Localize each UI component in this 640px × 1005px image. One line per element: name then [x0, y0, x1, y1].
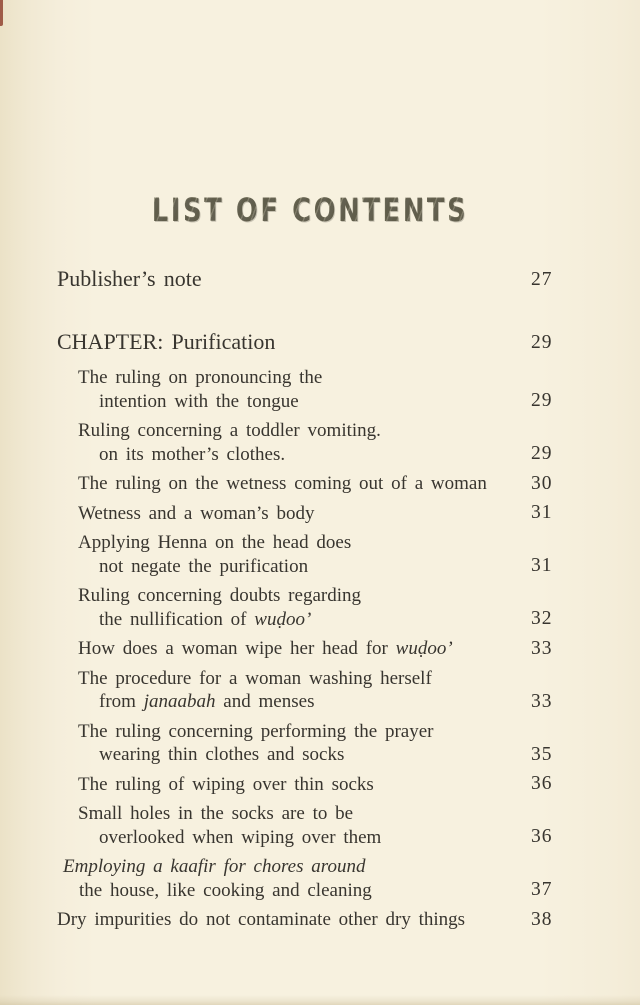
toc-entry — [0, 419, 640, 466]
toc-entry — [0, 637, 640, 661]
toc-text-segment: wuḍoo’ — [395, 638, 453, 659]
page-number: 37 — [531, 879, 553, 900]
toc-text-segment: janaabah — [143, 691, 216, 712]
toc-text-segment: and menses — [215, 691, 315, 712]
toc-line — [0, 667, 640, 691]
page-number: 35 — [531, 743, 553, 765]
page-title: LIST OF CONTENTS — [151, 192, 469, 230]
chapter-label: CHAPTER: Purification — [57, 329, 276, 354]
toc-text-segment: Ruling concerning doubts regarding — [78, 585, 361, 606]
toc-line — [0, 855, 640, 879]
toc-text-segment: How does a woman wipe her head for — [78, 638, 396, 659]
toc-text-segment: the house, like cooking and cleaning — [79, 879, 372, 901]
page-number: 27 — [531, 269, 553, 290]
page-title-wrap — [0, 192, 620, 230]
toc-text-segment: Dry impurities do not contaminate other dry things — [57, 909, 466, 930]
toc-text-segment: the nullification of — [99, 608, 255, 630]
toc-line — [0, 584, 640, 608]
toc-text-segment: on its mother’s clothes. — [99, 443, 286, 465]
toc-entry — [0, 667, 640, 714]
toc-text-segment: Applying Henna on the head does — [78, 532, 352, 553]
page-number: 33 — [531, 637, 553, 659]
toc-text-segment: Employing a kaafir for chores around — [63, 856, 366, 877]
toc-entry — [0, 908, 640, 932]
toc-entry — [0, 584, 640, 631]
toc-text-segment: Small holes in the socks are to be — [78, 803, 354, 824]
toc-entry — [0, 472, 640, 496]
toc-text-segment: The procedure for a woman washing herself — [78, 667, 432, 689]
toc-entry — [0, 802, 640, 849]
scan-edge-mark — [0, 0, 3, 26]
toc-text-segment: The ruling on pronouncing the — [78, 367, 323, 388]
page-number: 36 — [531, 773, 553, 794]
page-number: 32 — [531, 608, 553, 629]
toc-entry — [0, 855, 640, 902]
page-number: 31 — [531, 502, 553, 523]
toc-line — [0, 802, 640, 826]
toc-text-segment: wearing thin clothes and socks — [99, 744, 345, 765]
chapter-row — [0, 329, 640, 355]
toc-text-segment: not negate the purification — [99, 555, 309, 577]
toc-line — [0, 366, 640, 390]
toc-text-segment: from — [99, 691, 144, 712]
toc-line — [0, 720, 640, 744]
toc-entry — [0, 502, 640, 526]
page-number: 29 — [531, 332, 553, 353]
page-number: 38 — [531, 908, 553, 930]
toc-text-segment: overlooked when wiping over them — [99, 826, 382, 848]
toc-text-segment: intention with the tongue — [99, 390, 299, 412]
toc-text-segment: wuḍoo’ — [254, 608, 312, 630]
page-number: 36 — [531, 826, 553, 847]
toc-text-segment: The ruling of wiping over thin socks — [78, 773, 374, 795]
page-number: 29 — [531, 390, 553, 411]
toc-text-segment: The ruling concerning performing the prayer — [78, 720, 434, 742]
page-number: 30 — [531, 472, 553, 494]
publisher-note-label: Publisher’s note — [57, 266, 202, 291]
page-number: 33 — [531, 690, 553, 712]
toc-entry — [0, 531, 640, 578]
toc-text-segment: Ruling concerning a toddler vomiting. — [78, 420, 381, 441]
toc-text-segment: Wetness and a woman’s body — [78, 502, 315, 524]
toc-list — [0, 366, 640, 938]
toc-line — [0, 531, 640, 555]
toc-entry — [0, 773, 640, 797]
toc-line — [0, 419, 640, 443]
toc-entry — [0, 720, 640, 767]
toc-text-segment: The ruling on the wetness coming out of a woman — [78, 473, 487, 494]
publisher-note-row — [0, 266, 640, 292]
page-number: 29 — [531, 443, 553, 464]
toc-entry — [0, 366, 640, 413]
page-number: 31 — [531, 555, 553, 576]
